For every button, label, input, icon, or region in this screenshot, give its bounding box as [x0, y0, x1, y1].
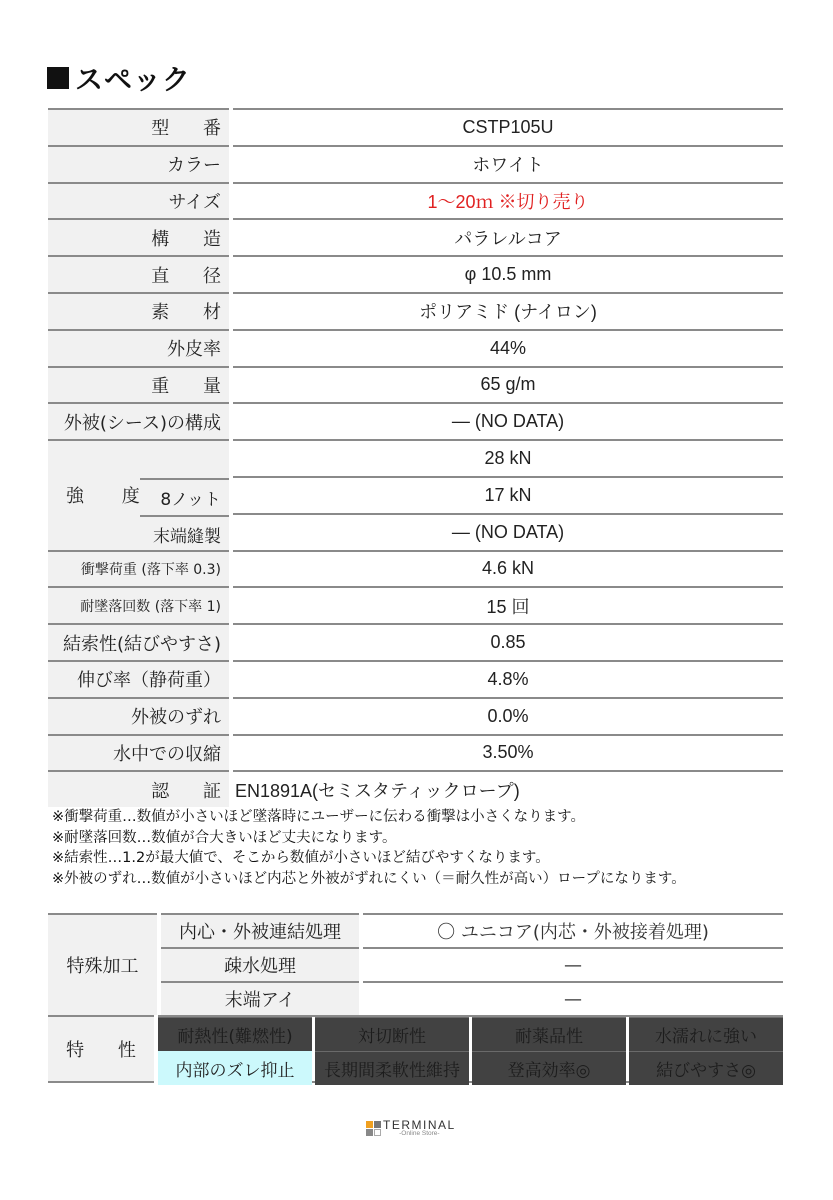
spec-value-highlight: 1〜20ｍ ※切り売り	[233, 182, 783, 219]
spec-value: CSTP105U	[233, 108, 783, 145]
spec-row-strength	[48, 439, 783, 549]
spec-value: EN1891A(セミスタティックロープ)	[233, 770, 783, 807]
spec-label: 耐墜落回数 (落下率 1)	[48, 586, 229, 623]
spec-row-sheath-construction	[48, 402, 783, 439]
spec-label: 結索性(結びやすさ)	[48, 623, 229, 660]
terminal-logo	[366, 1119, 456, 1138]
spec-value: 4.6 kN	[233, 550, 783, 587]
strength-label-cell	[48, 439, 229, 549]
feature-badge-water-resistance: 水濡れに強い	[629, 1017, 783, 1051]
feature-badge-slip-prevention: 内部のズレ抑止	[158, 1051, 312, 1085]
features-grid	[158, 1015, 783, 1083]
logo-blocks-icon	[366, 1121, 381, 1136]
processing-table	[48, 913, 783, 1083]
footnote: ※耐墜落回数…数値が合大きいほど丈夫になります。	[52, 829, 397, 846]
spec-value: 4.8%	[233, 660, 783, 697]
spec-value: φ 10.5 mm	[233, 255, 783, 292]
spec-label: 認 証	[48, 770, 229, 807]
spec-label: 水中での収縮	[48, 734, 229, 771]
feature-badge-chemical-resistance: 耐薬品性	[472, 1017, 626, 1051]
spec-value: ポリアミド (ナイロン)	[233, 292, 783, 329]
spec-row-impact-force	[48, 550, 783, 587]
spec-label: 重 量	[48, 366, 229, 403]
feature-badge-heat-resistance: 耐熱性(難燃性)	[158, 1017, 312, 1051]
spec-value: パラレルコア	[233, 218, 783, 255]
spec-row-diameter	[48, 255, 783, 292]
feature-badge-climbing-efficiency: 登高効率◎	[472, 1051, 626, 1085]
page-title-text: スペック	[75, 63, 192, 96]
strength-values	[233, 439, 783, 549]
spec-table	[48, 108, 783, 807]
footnote: ※結索性…1.2が最大値で、そこから数値が小さいほど結びやすくなります。	[52, 850, 550, 866]
feature-badge-cut-resistance: 対切断性	[315, 1017, 469, 1051]
spec-row-shrinkage	[48, 734, 783, 771]
spec-label: 素 材	[48, 292, 229, 329]
strength-value: 28 kN	[233, 439, 783, 476]
spec-row-fall-count	[48, 586, 783, 623]
special-row	[157, 913, 783, 947]
feature-badge-long-flexibility: 長期間柔軟性維持	[315, 1051, 469, 1085]
spec-row-elongation	[48, 660, 783, 697]
special-label: 疎水処理	[161, 947, 359, 981]
spec-value: 0.0%	[233, 697, 783, 734]
footnotes	[52, 807, 686, 889]
features-label: 特 性	[48, 1015, 154, 1083]
special-value: —	[363, 981, 783, 1015]
spec-row-size	[48, 182, 783, 219]
strength-sub-label: 8ノット	[140, 478, 229, 515]
spec-label: 型 番	[48, 108, 229, 145]
spec-row-knotability	[48, 623, 783, 660]
spec-label: 衝撃荷重 (落下率 0.3)	[48, 550, 229, 587]
logo-subtitle: -Online Store-	[399, 1130, 440, 1137]
spec-value: — (NO DATA)	[233, 402, 783, 439]
footnote: ※外被のずれ…数値が小さいほど内芯と外被がずれにくい（＝耐久性が高い）ロープになります。	[52, 870, 686, 887]
spec-row-sheath-slippage	[48, 697, 783, 734]
spec-value: 15 回	[233, 586, 783, 623]
logo-brand: TERMINAL	[383, 1118, 456, 1132]
strength-value: — (NO DATA)	[233, 513, 783, 550]
strength-label: 強 度	[66, 486, 156, 508]
spec-row-structure	[48, 218, 783, 255]
spec-label: 直 径	[48, 255, 229, 292]
special-processing-section	[48, 913, 783, 1015]
special-label: 末端アイ	[161, 981, 359, 1015]
spec-label: カラー	[48, 145, 229, 182]
spec-row-certification	[48, 770, 783, 807]
special-row	[157, 981, 783, 1015]
spec-label: サイズ	[48, 182, 229, 219]
special-value: —	[363, 947, 783, 981]
page-title	[47, 58, 191, 98]
spec-value: 0.85	[233, 623, 783, 660]
feature-badge-easy-knotting: 結びやすさ◎	[629, 1051, 783, 1085]
strength-sub-label: 末端縫製	[140, 515, 229, 552]
spec-value: 65 g/m	[233, 366, 783, 403]
spec-value: 3.50%	[233, 734, 783, 771]
spec-value: ホワイト	[233, 145, 783, 182]
spec-row-model	[48, 108, 783, 145]
strength-sub-label	[140, 441, 229, 478]
spec-label: 構 造	[48, 218, 229, 255]
footnote: ※衝撃荷重…数値が小さいほど墜落時にユーザーに伝わる衝撃は小さくなります。	[52, 809, 585, 825]
spec-row-sheath-ratio	[48, 329, 783, 366]
spec-row-material	[48, 292, 783, 329]
spec-label: 外皮率	[48, 329, 229, 366]
features-section	[48, 1015, 783, 1083]
spec-row-weight	[48, 366, 783, 403]
spec-value: 44%	[233, 329, 783, 366]
square-bullet-icon	[47, 67, 69, 89]
spec-label: 外被(シース)の構成	[48, 402, 229, 439]
special-processing-label: 特殊加工	[48, 913, 157, 1015]
special-label: 内心・外被連結処理	[161, 913, 359, 947]
spec-label: 外被のずれ	[48, 697, 229, 734]
spec-label: 伸び率（静荷重）	[48, 660, 229, 697]
special-value: 〇 ユニコア(内芯・外被接着処理)	[363, 913, 783, 947]
special-row	[157, 947, 783, 981]
spec-row-color	[48, 145, 783, 182]
strength-value: 17 kN	[233, 476, 783, 513]
